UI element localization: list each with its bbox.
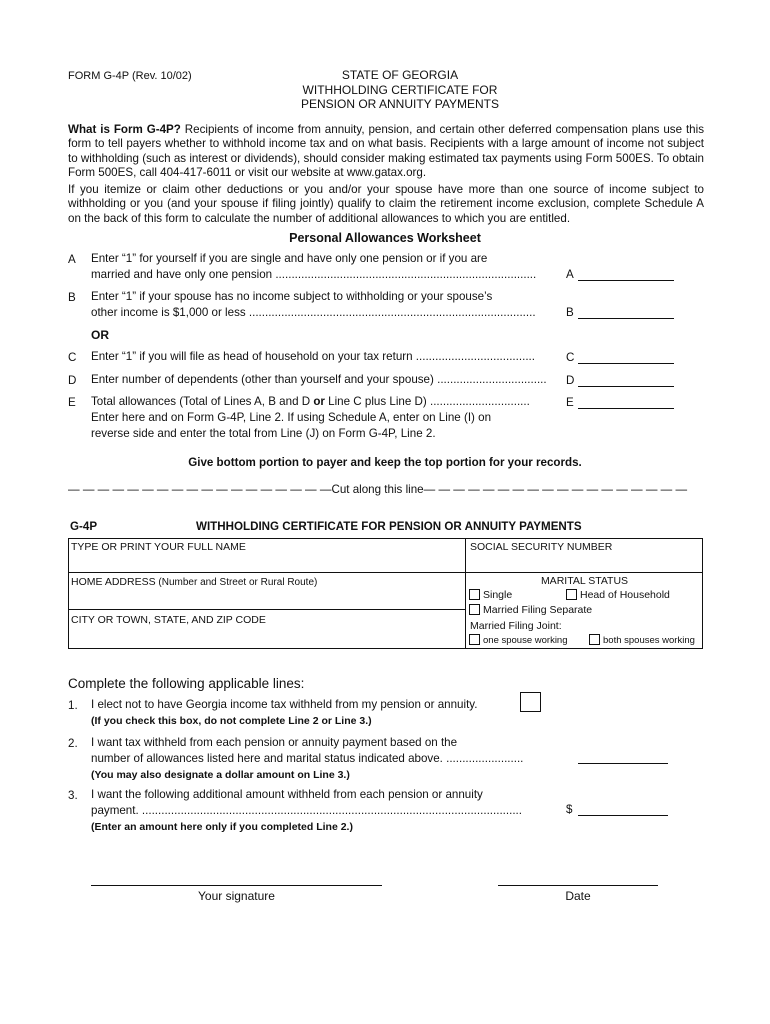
line-a-right-letter: A (566, 268, 574, 281)
line-a-text-2: married and have only one pension ................................................................................. (91, 268, 537, 281)
line-2-text-1: I want tax withheld from each pension or annuity payment based on the (91, 736, 458, 749)
give-bottom-instruction: Give bottom portion to payer and keep the top portion for your records. (188, 456, 582, 469)
title-line-1: STATE OF GEORGIA (341, 68, 459, 82)
full-name-input[interactable] (70, 553, 462, 571)
both-spouses-checkbox[interactable] (589, 634, 600, 645)
cut-dashes-right: — — — — — — — — — — — — — — — — — — (423, 483, 688, 496)
line-2-note: (You may also designate a dollar amount on Line 3.) (91, 769, 350, 781)
certificate-column-divider (465, 538, 466, 649)
head-of-household-checkbox[interactable] (566, 589, 577, 600)
married-filing-joint-label: Married Filing Joint: (470, 620, 562, 632)
head-of-household-label: Head of Household (580, 589, 670, 601)
marital-head-option[interactable] (566, 589, 670, 601)
both-spouses-label: both spouses working (603, 635, 695, 646)
line-b-input[interactable] (578, 307, 674, 319)
line-3-text-1: I want the following additional amount withheld from each pension or annuity (91, 788, 483, 801)
cut-line (68, 483, 704, 496)
intro-paragraph-2: If you itemize or claim other deductions or you and/or your spouse have more than one source of income subject to withholding or you (and your spouse if filing jointly) qualify to claim the retirement income exclusion, complete Schedule A on the back of this form to calculate the number of additional allowances to which you are entitled. (68, 183, 704, 225)
signature-label: Your signature (198, 889, 275, 903)
cut-label: Cut along this line (331, 483, 424, 496)
city-input[interactable] (70, 627, 462, 647)
line-b-text-2: other income is $1,000 or less ......................................................................................... (91, 306, 536, 319)
line-b-right-letter: B (566, 306, 574, 319)
line-d-input[interactable] (578, 375, 674, 387)
line-3-text-2: payment. ...................................................................................................................... (91, 804, 523, 817)
both-spouses-option[interactable] (589, 634, 695, 646)
line-e-text-1c: Line C plus Line D) ............................... (324, 395, 530, 408)
line-3-number: 3. (68, 789, 78, 802)
line-2-text-2: number of allowances listed here and marital status indicated above. ........................ (91, 752, 524, 765)
line-3-amount-input[interactable] (578, 804, 668, 816)
certificate-row-divider-1 (68, 572, 703, 573)
certificate-row-divider-2 (68, 609, 465, 610)
full-name-label: TYPE OR PRINT YOUR FULL NAME (71, 541, 246, 553)
address-label-text: HOME ADDRESS (71, 576, 156, 588)
line-d-letter: D (68, 374, 77, 387)
one-spouse-label: one spouse working (483, 635, 568, 646)
line-c-letter: C (68, 351, 77, 364)
line-a-input[interactable] (578, 269, 674, 281)
line-e-text-1a: Total allowances (Total of Lines A, B and D (91, 395, 314, 408)
line-3-note: (Enter an amount here only if you completed Line 2.) (91, 821, 353, 833)
ssn-input[interactable] (468, 553, 700, 571)
line-a-text-1: Enter “1” for yourself if you are single and have only one pension or if you are (91, 252, 488, 265)
line-c-right-letter: C (566, 351, 575, 364)
line-e-right-letter: E (566, 396, 574, 409)
or-label: OR (91, 328, 109, 342)
line-1-number: 1. (68, 699, 78, 712)
certificate-form-label: G-4P (70, 520, 98, 533)
marital-status-label: MARITAL STATUS (540, 575, 629, 587)
line-d-right-letter: D (566, 374, 575, 387)
line-e-input[interactable] (578, 397, 674, 409)
line-3-dollar-sign: $ (566, 803, 573, 816)
married-filing-separate-label: Married Filing Separate (483, 604, 593, 616)
one-spouse-checkbox[interactable] (469, 634, 480, 645)
single-label: Single (483, 589, 513, 601)
line-e-text-2: Enter here and on Form G-4P, Line 2. If using Schedule A, enter on Line (I) on (91, 411, 492, 424)
single-checkbox[interactable] (469, 589, 480, 600)
address-input[interactable] (70, 589, 462, 607)
line-c-text: Enter “1” if you will file as head of household on your tax return ..................................... (91, 350, 535, 363)
line-e-text-3: reverse side and enter the total from Line (J) on Form G-4P, Line 2. (91, 427, 436, 440)
line-e-or: or (313, 395, 325, 408)
date-label: Date (565, 889, 591, 903)
intro-question: What is Form G-4P? (68, 123, 181, 136)
form-id: FORM G-4P (Rev. 10/02) (68, 70, 192, 82)
one-spouse-option[interactable] (469, 634, 568, 646)
complete-lines-heading: Complete the following applicable lines: (68, 676, 305, 691)
marital-single-option[interactable] (469, 589, 512, 601)
line-e-text-1 (91, 394, 571, 410)
line-e-letter: E (68, 396, 76, 409)
address-label (71, 576, 317, 588)
line-2-allowances-input[interactable] (578, 752, 668, 764)
line-1-text: I elect not to have Georgia income tax withheld from my pension or annuity. (91, 698, 478, 711)
intro-paragraph-1 (68, 123, 704, 180)
ssn-label: SOCIAL SECURITY NUMBER (470, 541, 613, 553)
intro-paragraph-1-text: Recipients of income from annuity, pension, and certain other deferred compensation plans use this form to tell payers whether to withhold income tax and on what basis. Recipients with a large amount of income not subject to withholding (such as interest or dividends), should consider making estimated tax payments using Form 500ES. To obtain Form 500ES, call 404-417-6011 or visit our website at www.gatax.org. (68, 123, 704, 179)
line-c-input[interactable] (578, 352, 674, 364)
line-b-letter: B (68, 291, 76, 304)
line-b-text-1: Enter “1” if your spouse has no income subject to withholding or your spouse’s (91, 290, 493, 303)
cut-dashes-left: — — — — — — — — — — — — — — — — — — (68, 483, 332, 496)
line-a-letter: A (68, 253, 76, 266)
worksheet-title: Personal Allowances Worksheet (289, 231, 481, 245)
married-filing-separate-checkbox[interactable] (469, 604, 480, 615)
form-title (250, 68, 550, 112)
city-label: CITY OR TOWN, STATE, AND ZIP CODE (71, 614, 266, 626)
address-hint: (Number and Street or Rural Route) (155, 577, 318, 588)
certificate-title: WITHHOLDING CERTIFICATE FOR PENSION OR ANNUITY PAYMENTS (196, 520, 582, 533)
line-1-checkbox[interactable] (520, 692, 541, 712)
line-d-text: Enter number of dependents (other than yourself and your spouse) .................................. (91, 373, 547, 386)
title-line-3: PENSION OR ANNUITY PAYMENTS (300, 97, 500, 111)
marital-mfs-option[interactable] (469, 604, 592, 616)
title-line-2: WITHHOLDING CERTIFICATE FOR (302, 82, 498, 97)
line-2-number: 2. (68, 737, 78, 750)
line-1-note: (If you check this box, do not complete Line 2 or Line 3.) (91, 715, 372, 727)
